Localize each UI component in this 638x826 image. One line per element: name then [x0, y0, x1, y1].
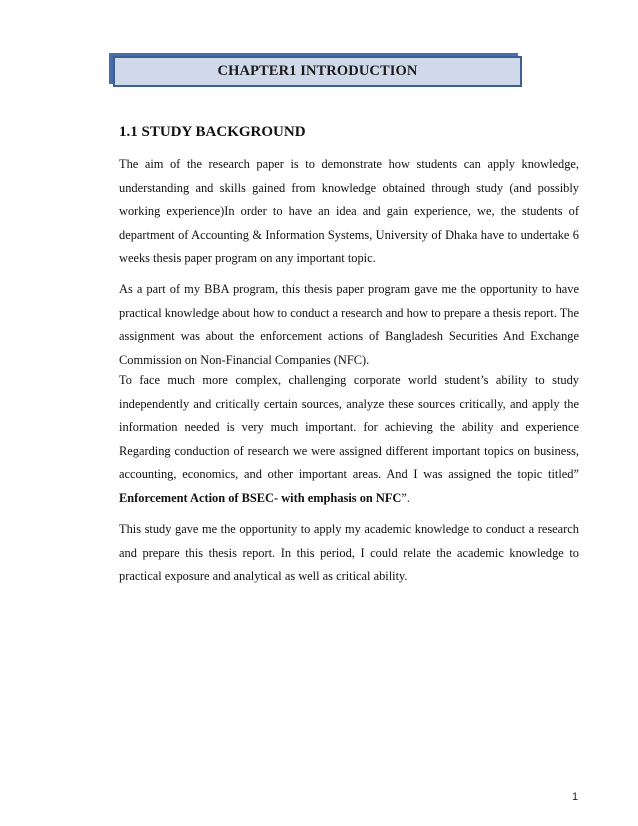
- paragraph-3-text: To face much more complex, challenging corporate world student’s ability to study independently and critically certain sources, analyze these sources critically, and apply the information needed is very much important. for achieving the ability and experience Regarding conduction of research we were assigned different important topics on business, accounting, economics, and other important areas. And I was assigned the topic titled”: [119, 373, 579, 482]
- page-number: 1: [572, 791, 579, 803]
- paragraph-4: This study gave me the opportunity to apply my academic knowledge to conduct a research and prepare this thesis report. In this period, I could relate the academic knowledge to practical exposure and analytical as well as critical ability.: [119, 522, 579, 584]
- paragraph-3-end: ”.: [401, 490, 410, 505]
- chapter-title: CHAPTER1 INTRODUCTION: [217, 63, 418, 79]
- paragraph-1: The aim of the research paper is to demonstrate how students can apply knowledge, understanding and skills gained from knowledge obtained through study (and possibly working experience)In order to have an idea and gain experience, we, the students of department of Accounting & Information Systems, University of Dhaka have to undertake 6 weeks thesis paper program on any important topic.: [119, 157, 579, 266]
- paragraph-2: As a part of my BBA program, this thesis paper program gave me the opportunity to have practical knowledge about how to conduct a research and how to prepare a thesis report. The assignment was about the enforcement actions of Bangladesh Securities And Exchange Commission on Non-Financial Companies (NFC).: [119, 282, 579, 367]
- chapter-title-box: [113, 56, 522, 87]
- section-heading: 1.1 STUDY BACKGROUND: [119, 124, 306, 140]
- paragraph-3: [119, 369, 579, 511]
- paragraph-3-bold-title: Enforcement Action of BSEC- with emphasis on NFC: [119, 490, 402, 505]
